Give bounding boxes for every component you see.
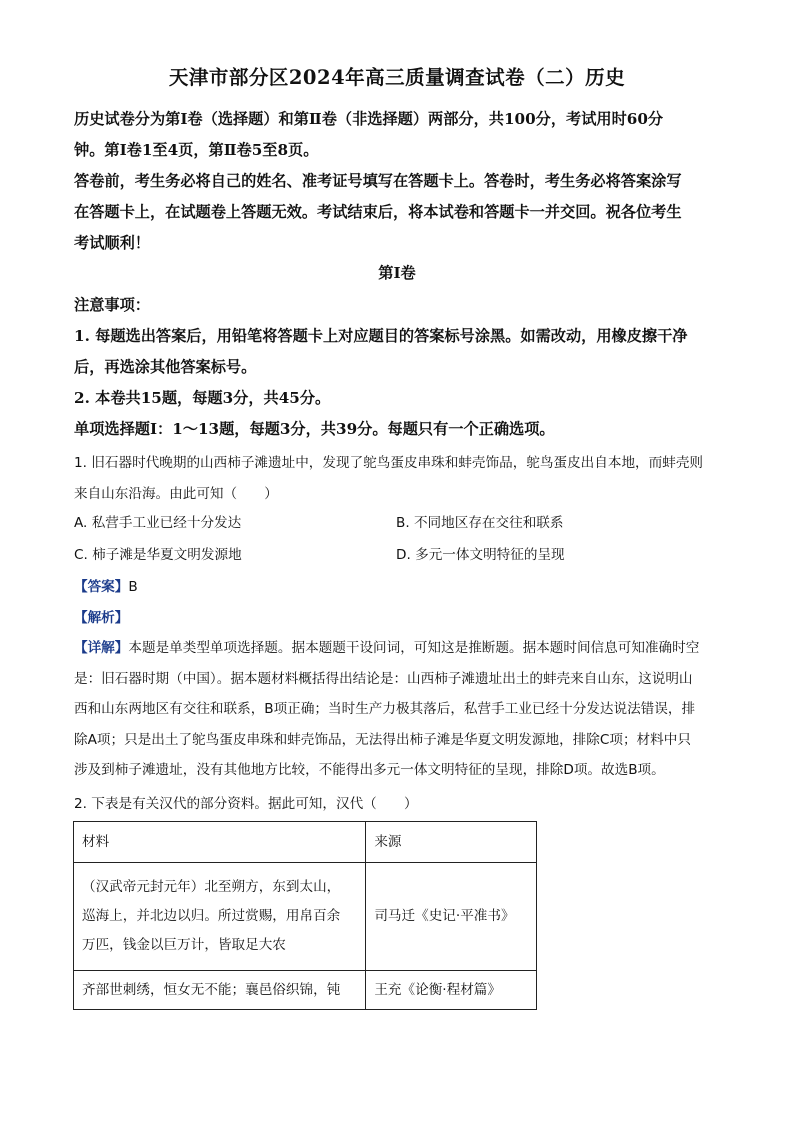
analysis-line [74, 608, 128, 628]
detail-line: 除A项；只是出土了鸵鸟蛋皮串珠和蚌壳饰品，无法得出柿子滩是华夏文明发源地，排除C项；材料中只 [74, 731, 691, 748]
answer-tag: 【答案】 [74, 579, 129, 595]
notes-section [74, 290, 724, 445]
option-d: D. 多元一体文明特征的呈现 [396, 547, 565, 563]
section-heading: 单项选择题Ⅰ：1～13题，每题3分，共39分。每题只有一个正确选项。 [74, 420, 555, 438]
material-line: （汉武帝元封元年）北至朔方，东到太山， [82, 879, 341, 895]
table-header-material: 材料 [74, 822, 366, 863]
table-cell-material [74, 971, 366, 1010]
page-title: 天津市部分区2024年高三质量调查试卷（二）历史 [168, 66, 626, 89]
question-1-stem [74, 448, 734, 509]
option-b: B. 不同地区存在交往和联系 [396, 515, 564, 531]
notes-line: 1. 每题选出答案后，用铅笔将答题卡上对应题目的答案标号涂黑。如需改动，用橡皮擦干净 [74, 327, 688, 345]
detail-line: 涉及到柿子滩遗址，没有其他地方比较，不能得出多元一体文明特征的呈现，排除D项。故选B项。 [74, 762, 665, 778]
notes-line: 2. 本卷共15题，每题3分，共45分。 [74, 389, 331, 407]
table-row [74, 863, 537, 971]
answer-value: B [128, 579, 138, 595]
detail-text: 本题是单类型单项选择题。据本题题干设问词，可知这是推断题。据本题时间信息可知准确时空 [128, 640, 700, 656]
question-stem-line: 1. 旧石器时代晚期的山西柿子滩遗址中，发现了鸵鸟蛋皮串珠和蚌壳饰品，鸵鸟蛋皮出自本地，而蚌壳则 [74, 455, 704, 471]
volume-title: 第Ⅰ卷 [378, 264, 416, 282]
intro-line: 答卷前，考生务必将自己的姓名、准考证号填写在答题卡上。答卷时，考生务必将答案涂写 [74, 172, 682, 190]
notes-heading: 注意事项： [74, 296, 150, 314]
detail-line: 西和山东两地区有交往和联系，B项正确；当时生产力极其落后，私营手工业已经十分发达说法错误，排 [74, 701, 696, 717]
source-table [73, 821, 537, 1010]
intro-line: 在答题卡上，在试题卷上答题无效。考试结束后，将本试卷和答题卡一并交回。祝各位考生 [74, 203, 682, 221]
option-a: A. 私营手工业已经十分发达 [74, 515, 242, 531]
table-header-source: 来源 [366, 822, 537, 863]
analysis-tag: 【解析】 [74, 610, 129, 626]
notes-line: 后，再选涂其他答案标号。 [74, 358, 257, 376]
intro-line: 历史试卷分为第Ⅰ卷（选择题）和第Ⅱ卷（非选择题）两部分，共100分，考试用时60分 [74, 110, 664, 128]
question-2-stem: 2. 下表是有关汉代的部分资料。据此可知，汉代（ ） [74, 796, 418, 812]
material-line: 万匹，钱金以巨万计，皆取足大农 [82, 937, 286, 953]
material-line: 巡海上，并北边以归。所过赏赐，用帛百余 [82, 908, 341, 924]
table-cell-source: 王充《论衡·程材篇》 [366, 971, 537, 1010]
table-header-row [74, 822, 537, 863]
detail-section [74, 633, 734, 786]
detail-tag: 【详解】 [74, 640, 129, 656]
answer-line [74, 577, 138, 597]
table-cell-source: 司马迁《史记·平准书》 [366, 863, 537, 971]
question-stem-line: 来自山东沿海。由此可知（ ） [74, 485, 278, 502]
detail-line: 是：旧石器时期（中国）。据本题材料概括得出结论是：山西柿子滩遗址出土的蚌壳来自山东，这说明山 [74, 670, 693, 687]
table-cell-material [74, 863, 366, 971]
material-line: 齐部世刺绣，恒女无不能；襄邑俗织锦，钝 [82, 981, 341, 998]
intro-line: 考试顺利！ [74, 234, 150, 252]
detail-line [74, 633, 734, 664]
exam-intro [74, 104, 724, 259]
table-row [74, 971, 537, 1010]
option-c: C. 柿子滩是华夏文明发源地 [74, 547, 242, 563]
intro-line: 钟。第Ⅰ卷1至4页，第Ⅱ卷5至8页。 [74, 141, 319, 159]
